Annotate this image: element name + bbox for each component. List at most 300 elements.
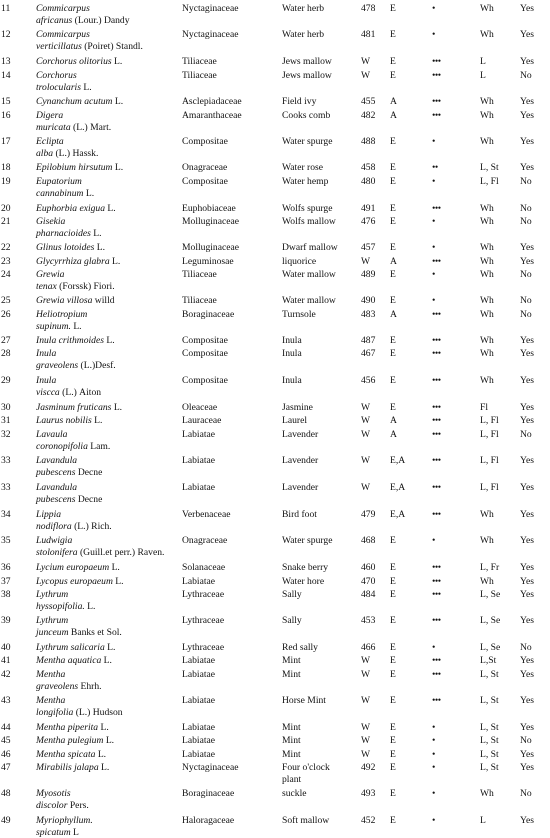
row-number: 13 xyxy=(1,56,11,67)
abundance-dots: ••• xyxy=(432,203,441,214)
use-flag: Yes xyxy=(520,535,534,546)
family-name: Labiatae xyxy=(182,749,216,760)
abundance-dots: ••• xyxy=(432,56,441,67)
row-number: 24 xyxy=(1,269,11,280)
species-name: Euphorbia exigua L. xyxy=(36,203,116,214)
species-binomial: Jasminum fruticans xyxy=(36,402,112,413)
use-flag: Yes xyxy=(520,562,534,573)
row-number: 40 xyxy=(1,642,11,653)
species-line2: supinum. L. xyxy=(36,320,82,332)
species-binomial: Mirabilis jalapa xyxy=(36,762,99,773)
plant-part: L, Se xyxy=(480,589,501,600)
species-binomial: Mentha xyxy=(36,669,66,680)
common-name: Lavender xyxy=(282,429,319,440)
species-epithet: africanus xyxy=(36,14,73,26)
species-name: Mirabilis jalapa L. xyxy=(36,762,110,773)
plant-part: Wh xyxy=(480,576,494,587)
plant-part: L, St xyxy=(480,669,499,680)
species-epithet: hyssopifolia. xyxy=(36,600,85,612)
plant-part: Wh xyxy=(480,269,494,280)
row-number: 12 xyxy=(1,29,11,40)
species-epithet: pubescens xyxy=(36,466,76,478)
plant-part: Wh xyxy=(480,295,494,306)
plant-part: Fl xyxy=(480,402,489,413)
family-name: Tiliaceae xyxy=(182,70,217,81)
family-name: Boraginaceae xyxy=(182,788,235,799)
common-name: Water rose xyxy=(282,162,324,173)
species-name xyxy=(36,136,98,159)
common-name: Water herb xyxy=(282,29,325,40)
species-epithet: trolocularis xyxy=(36,81,81,93)
common-name: liquorice xyxy=(282,256,317,267)
plant-part: Wh xyxy=(480,29,494,40)
species-name: Lythrum salicaria L. xyxy=(36,642,116,653)
plant-part: Wh xyxy=(480,242,494,253)
common-name: Mint xyxy=(282,669,301,680)
habitat-code: E xyxy=(390,535,396,546)
species-name xyxy=(36,309,87,332)
herbarium-code: 487 xyxy=(361,335,376,346)
species-binomial: Myriophyllum. xyxy=(36,815,93,826)
species-binomial: Lavandula xyxy=(36,482,78,493)
species-binomial: Lavaula xyxy=(36,429,68,440)
use-flag: Yes xyxy=(520,762,534,773)
row-number: 18 xyxy=(1,162,11,173)
species-name xyxy=(36,455,102,478)
plant-part: L, St xyxy=(480,735,499,746)
habitat-code: E xyxy=(390,576,396,587)
common-name: Wolfs mallow xyxy=(282,216,336,227)
row-number: 15 xyxy=(1,96,11,107)
habitat-code: E xyxy=(390,615,396,626)
abundance-dots: ••• xyxy=(432,348,441,359)
common-name: Water spurge xyxy=(282,535,333,546)
common-name: Jews mallow xyxy=(282,56,332,67)
plant-part: L, Se xyxy=(480,615,501,626)
habitat-code: E xyxy=(390,655,396,666)
common-name: Cooks comb xyxy=(282,110,331,121)
habitat-code: E xyxy=(390,29,396,40)
habitat-code: E xyxy=(390,402,396,413)
family-name: Haloragaceae xyxy=(182,815,235,826)
family-name: Tiliaceae xyxy=(182,56,217,67)
species-binomial: Eclipta xyxy=(36,136,64,147)
species-line2: muricata (L.) Mart. xyxy=(36,121,112,133)
species-line2: graveolens Ehrh. xyxy=(36,680,102,692)
herbarium-code: 490 xyxy=(361,295,376,306)
common-name: Water hore xyxy=(282,576,325,587)
habitat-code: E xyxy=(390,589,396,600)
plant-part: L, St xyxy=(480,162,499,173)
species-epithet: alba xyxy=(36,147,54,159)
herbarium-code: 453 xyxy=(361,615,376,626)
plant-part: L, Fl xyxy=(480,176,499,187)
species-epithet: nodiflora xyxy=(36,520,72,532)
species-binomial: Inula xyxy=(36,375,57,386)
habitat-code: E xyxy=(390,335,396,346)
common-name: Laurel xyxy=(282,415,308,426)
species-binomial: Grewia xyxy=(36,269,65,280)
herbarium-code: 455 xyxy=(361,96,376,107)
species-binomial: Mentha xyxy=(36,695,66,706)
row-number: 22 xyxy=(1,242,11,253)
herbarium-code: 457 xyxy=(361,242,376,253)
species-epithet: verticillatus xyxy=(36,40,82,52)
family-name: Labiatae xyxy=(182,655,216,666)
use-flag: Yes xyxy=(520,110,534,121)
habitat-code: E xyxy=(390,56,396,67)
herbarium-code: W xyxy=(361,70,371,81)
use-flag: Yes xyxy=(520,669,534,680)
plant-part: L, Fr xyxy=(480,562,500,573)
family-name: Oleaceae xyxy=(182,402,218,413)
family-name: Nyctaginaceae xyxy=(182,762,239,773)
herbarium-code: W xyxy=(361,695,371,706)
use-flag: Yes xyxy=(520,348,534,359)
species-binomial: Cynanchum acutum xyxy=(36,96,113,107)
plant-part: L xyxy=(480,70,486,81)
species-line2: cannabinum L. xyxy=(36,187,95,199)
abundance-dots: • xyxy=(432,136,435,147)
species-epithet: longifolia xyxy=(36,706,74,718)
family-name: Leguminosae xyxy=(182,256,234,267)
species-name xyxy=(36,375,101,398)
abundance-dots: ••• xyxy=(432,256,441,267)
species-epithet: muricata xyxy=(36,121,71,133)
row-number: 16 xyxy=(1,110,11,121)
family-name: Labiatae xyxy=(182,482,216,493)
plant-part: Wh xyxy=(480,348,494,359)
abundance-dots: ••• xyxy=(432,70,441,81)
abundance-dots: ••• xyxy=(432,482,441,493)
species-binomial: Digera xyxy=(36,110,64,121)
abundance-dots: ••• xyxy=(432,562,441,573)
use-flag: No xyxy=(520,735,532,746)
common-name: Water herb xyxy=(282,3,325,14)
habitat-code: E,A xyxy=(390,509,406,520)
habitat-code: E xyxy=(390,375,396,386)
habitat-code: E xyxy=(390,788,396,799)
species-binomial: Mentha piperita xyxy=(36,722,99,733)
family-name: Tiliaceae xyxy=(182,295,217,306)
plant-part: Wh xyxy=(480,136,494,147)
common-name: Water spurge xyxy=(282,136,333,147)
family-name: Boraginaceae xyxy=(182,309,235,320)
habitat-code: A xyxy=(390,96,397,107)
common-name: Water hemp xyxy=(282,176,329,187)
common-name: Field ivy xyxy=(282,96,317,107)
use-flag: Yes xyxy=(520,455,534,466)
herbarium-code: 492 xyxy=(361,762,376,773)
abundance-dots: • xyxy=(432,535,435,546)
species-name xyxy=(36,29,143,52)
species-line2: longifolia (L.) Hudson xyxy=(36,706,123,718)
use-flag: No xyxy=(520,176,532,187)
herbarium-code: 466 xyxy=(361,642,376,653)
family-name: Lythraceae xyxy=(182,615,225,626)
habitat-code: E xyxy=(390,722,396,733)
family-name: Asclepiadaceae xyxy=(182,96,242,107)
species-line2: viscса (L.) Aiton xyxy=(36,386,102,398)
habitat-code: E xyxy=(390,242,396,253)
species-epithet: stolonifera xyxy=(36,546,78,558)
use-flag: No xyxy=(520,216,532,227)
species-binomial: Lythrum salicaria xyxy=(36,642,105,653)
herbarium-code: W xyxy=(361,749,371,760)
abundance-dots: ••• xyxy=(432,415,441,426)
abundance-dots: ••• xyxy=(432,509,441,520)
common-name: Snake berry xyxy=(282,562,329,573)
species-binomial: Ludwigia xyxy=(36,535,73,546)
herbarium-code: 493 xyxy=(361,788,376,799)
family-name: Labiatae xyxy=(182,722,216,733)
row-number: 45 xyxy=(1,735,11,746)
abundance-dots: ••• xyxy=(432,455,441,466)
common-name: suckle xyxy=(282,788,307,799)
herbarium-code: 467 xyxy=(361,348,376,359)
species-binomial: Lythrum xyxy=(36,589,69,600)
common-name: Inula xyxy=(282,348,302,359)
common-name: Mint xyxy=(282,722,301,733)
use-flag: No xyxy=(520,295,532,306)
herbarium-code: 483 xyxy=(361,309,376,320)
species-name xyxy=(36,669,102,692)
row-number: 25 xyxy=(1,295,11,306)
abundance-dots: • xyxy=(432,815,435,826)
use-flag: Yes xyxy=(520,509,534,520)
row-number: 20 xyxy=(1,203,11,214)
common-name: Mint xyxy=(282,735,301,746)
common-name: Jasmine xyxy=(282,402,313,413)
abundance-dots: ••• xyxy=(432,589,441,600)
common-name: Jews mallow xyxy=(282,70,332,81)
abundance-dots: ••• xyxy=(432,615,441,626)
abundance-dots: ••• xyxy=(432,110,441,121)
species-line2: pharnacioides L. xyxy=(36,227,102,239)
abundance-dots: ••• xyxy=(432,669,441,680)
habitat-code: A xyxy=(390,309,397,320)
common-name: Red sally xyxy=(282,642,318,653)
abundance-dots: ••• xyxy=(432,375,441,386)
species-name xyxy=(36,348,116,371)
habitat-code: E,A xyxy=(390,455,406,466)
abundance-dots: • xyxy=(432,722,435,733)
species-epithet: cannabinum xyxy=(36,187,84,199)
herbarium-code: 456 xyxy=(361,375,376,386)
plant-part: Wh xyxy=(480,3,494,14)
species-name: Lycium europaeum L. xyxy=(36,562,120,573)
common-name: Inula xyxy=(282,375,302,386)
herbarium-code: 479 xyxy=(361,509,376,520)
species-line2: spicatum L xyxy=(36,826,79,838)
row-number: 37 xyxy=(1,576,11,587)
row-number: 49 xyxy=(1,815,11,826)
family-name: Labiatae xyxy=(182,429,216,440)
plant-part: L, Fl xyxy=(480,429,499,440)
plant-part: L xyxy=(480,56,486,67)
habitat-code: E xyxy=(390,269,396,280)
species-binomial: Inula xyxy=(36,348,57,359)
herbarium-code: 481 xyxy=(361,29,376,40)
use-flag: Yes xyxy=(520,375,534,386)
habitat-code: A xyxy=(390,415,397,426)
species-binomial: Lippia xyxy=(36,509,62,520)
row-number: 19 xyxy=(1,176,11,187)
use-flag: No xyxy=(520,642,532,653)
family-name: Compositae xyxy=(182,136,228,147)
family-name: Tiliaceae xyxy=(182,269,217,280)
use-flag: Yes xyxy=(520,749,534,760)
family-name: Lauraceae xyxy=(182,415,222,426)
habitat-code: E xyxy=(390,562,396,573)
herbarium-code: 468 xyxy=(361,535,376,546)
species-line2: junceum Banks et Sol. xyxy=(36,626,122,638)
row-number: 34 xyxy=(1,509,11,520)
herbarium-code: W xyxy=(361,722,371,733)
plant-part: L xyxy=(480,815,486,826)
species-name: Glycyrrhiza glabra L. xyxy=(36,256,121,267)
abundance-dots: • xyxy=(432,762,435,773)
family-name: Labiatae xyxy=(182,669,216,680)
common-name: Water mallow xyxy=(282,295,336,306)
use-flag: Yes xyxy=(520,655,534,666)
row-number: 31 xyxy=(1,415,11,426)
use-flag: Yes xyxy=(520,589,534,600)
common-name: Soft mallow xyxy=(282,815,330,826)
species-name xyxy=(36,788,89,811)
use-flag: Yes xyxy=(520,482,534,493)
species-line2: trolocularis L. xyxy=(36,81,92,93)
abundance-dots: ••• xyxy=(432,576,441,587)
species-binomial: Lycopus europaeum xyxy=(36,576,113,587)
family-name: Labiatae xyxy=(182,455,216,466)
row-number: 44 xyxy=(1,722,11,733)
species-name xyxy=(36,482,102,505)
habitat-code: E xyxy=(390,3,396,14)
herbarium-code: 484 xyxy=(361,589,376,600)
habitat-code: E xyxy=(390,669,396,680)
species-binomial: Corchorus olitorius xyxy=(36,56,112,67)
species-binomial: Lavandula xyxy=(36,455,78,466)
family-name: Onagraceae xyxy=(182,535,228,546)
common-name: Sally xyxy=(282,615,302,626)
species-name xyxy=(36,110,111,133)
abundance-dots: • xyxy=(432,29,435,40)
common-name: Bird foot xyxy=(282,509,317,520)
row-number: 47 xyxy=(1,762,11,773)
species-name: Jasminum fruticans L. xyxy=(36,402,123,413)
abundance-dots: ••• xyxy=(432,655,441,666)
row-number: 30 xyxy=(1,402,11,413)
species-name xyxy=(36,535,164,558)
species-binomial: Heliotropium xyxy=(36,309,88,320)
use-flag: Yes xyxy=(520,136,534,147)
row-number: 32 xyxy=(1,429,11,440)
species-binomial: Mentha spicata xyxy=(36,749,96,760)
abundance-dots: ••• xyxy=(432,429,441,440)
herbarium-code: W xyxy=(361,735,371,746)
habitat-code: E xyxy=(390,70,396,81)
species-epithet: discolor xyxy=(36,799,68,811)
common-name: Turnsole xyxy=(282,309,316,320)
species-binomial: Eupatorium xyxy=(36,176,82,187)
species-name: Mentha piperita L. xyxy=(36,722,109,733)
species-name: Epilobium hirsutum L. xyxy=(36,162,124,173)
herbarium-code: 488 xyxy=(361,136,376,147)
use-flag: Yes xyxy=(520,615,534,626)
habitat-code: E xyxy=(390,695,396,706)
species-binomial: Mentha aquatica xyxy=(36,655,102,666)
species-epithet: pharnacioides xyxy=(36,227,91,239)
species-name: Inula crithmoides L. xyxy=(36,335,115,346)
family-name: Molluginaceae xyxy=(182,242,240,253)
common-name: Wolfs spurge xyxy=(282,203,333,214)
herbarium-code: 458 xyxy=(361,162,376,173)
plant-part: Wh xyxy=(480,96,494,107)
abundance-dots: • xyxy=(432,295,435,306)
species-name: Mentha pulegium L. xyxy=(36,735,115,746)
herbarium-code: W xyxy=(361,56,371,67)
species-name xyxy=(36,695,123,718)
species-binomial: Gisekia xyxy=(36,216,66,227)
family-name: Nyctaginaceae xyxy=(182,29,239,40)
species-name xyxy=(36,269,115,292)
abundance-dots: ••• xyxy=(432,309,441,320)
species-line2: tenax (Forssk) Fiori. xyxy=(36,280,115,292)
abundance-dots: •• xyxy=(432,162,438,173)
plant-part: L, St xyxy=(480,695,499,706)
species-name xyxy=(36,3,130,26)
species-binomial: Laurus nobilis xyxy=(36,415,92,426)
common-name: Mint xyxy=(282,749,301,760)
family-name: Onagraceae xyxy=(182,162,228,173)
habitat-code: E,A xyxy=(390,482,406,493)
habitat-code: E xyxy=(390,136,396,147)
species-epithet: graveolens xyxy=(36,680,79,692)
use-flag: No xyxy=(520,203,532,214)
common-name: Four o'clock plant xyxy=(282,762,330,785)
species-epithet: graveolens xyxy=(36,359,79,371)
species-binomial: Myosotis xyxy=(36,788,71,799)
row-number: 42 xyxy=(1,669,11,680)
plant-part: Wh xyxy=(480,256,494,267)
use-flag: No xyxy=(520,70,532,81)
plant-part: Wh xyxy=(480,535,494,546)
use-flag: Yes xyxy=(520,815,534,826)
use-flag: Yes xyxy=(520,695,534,706)
species-epithet: spicatum xyxy=(36,826,71,838)
species-binomial: Grewia villosa xyxy=(36,295,93,306)
species-line2: verticillatus (Poiret) Standl. xyxy=(36,40,143,52)
herbarium-code: 478 xyxy=(361,3,376,14)
species-name xyxy=(36,70,92,93)
use-flag: Yes xyxy=(520,256,534,267)
herbarium-code: W xyxy=(361,482,371,493)
use-flag: Yes xyxy=(520,29,534,40)
use-flag: Yes xyxy=(520,96,534,107)
abundance-dots: • xyxy=(432,176,435,187)
use-flag: No xyxy=(520,269,532,280)
abundance-dots: ••• xyxy=(432,96,441,107)
family-name: Verbenaceae xyxy=(182,509,231,520)
plant-part: L, St xyxy=(480,722,499,733)
abundance-dots: ••• xyxy=(432,695,441,706)
row-number: 39 xyxy=(1,615,11,626)
herbarium-code: 491 xyxy=(361,203,376,214)
habitat-code: A xyxy=(390,429,397,440)
plant-part: Wh xyxy=(480,375,494,386)
species-name: Grewia villosa willd xyxy=(36,295,115,306)
